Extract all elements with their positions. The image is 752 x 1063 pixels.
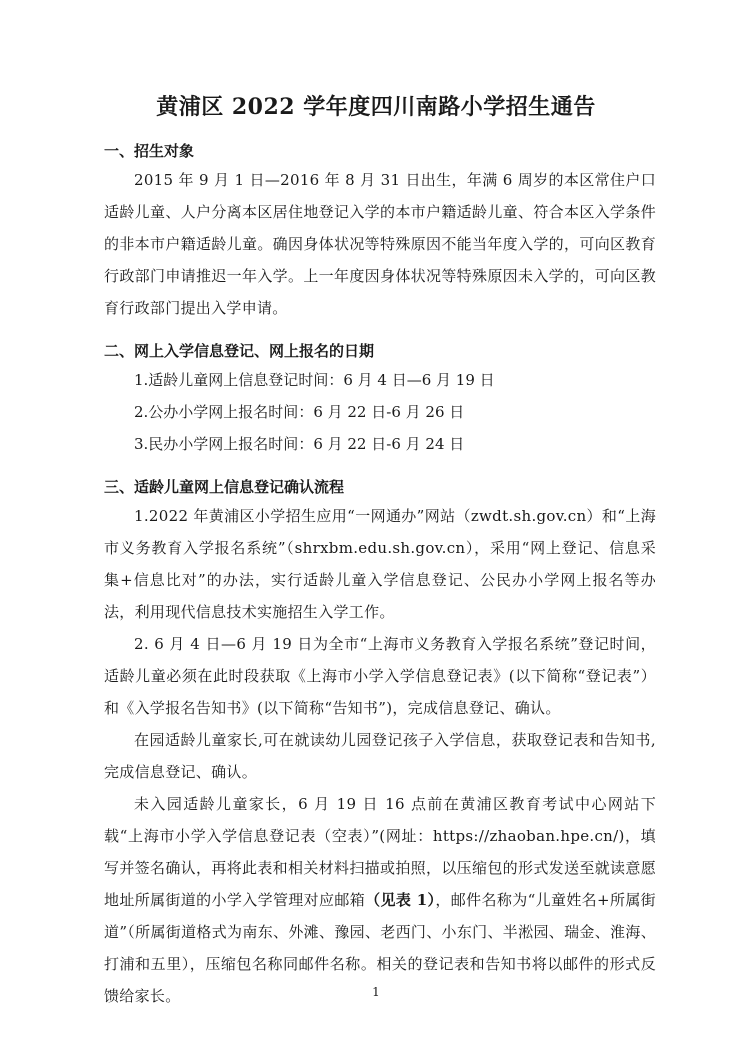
- date-item-1: 1.适龄儿童网上信息登记时间：6 月 4 日—6 月 19 日: [134, 371, 495, 389]
- date-item-2: 2.公办小学网上报名时间：6 月 22 日-6 月 26 日: [134, 403, 465, 421]
- section-heading-3: 三、适龄儿童网上信息登记确认流程: [104, 478, 345, 496]
- page-number: 1: [372, 985, 380, 999]
- paragraph-process-1: 1.2022 年黄浦区小学招生应用“一网通办”网站（zwdt.sh.gov.cn）和“上海市义务教育入学报名系统”（shrxbm.edu.sh.gov.cn），采用“网上登记、信息采集+信息比对”的办法，实行适龄儿童入学信息登记、公民办小学网上报名等办法，利用现代信息技术实施招生入学工作。: [104, 507, 656, 621]
- paragraph-eligibility: 2015 年 9 月 1 日—2016 年 8 月 31 日出生，年满 6 周岁的本区常住户口适龄儿童、人户分离本区居住地登记入学的本市户籍适龄儿童、符合本区入学条件的非本市户籍适龄儿童。确因身体状况等特殊原因不能当年度入学的，可向区教育行政部门申请推迟一年入学。上一年度因身体状况等特殊原因未入学的，可向区教育行政部门提出入学申请。: [104, 171, 656, 317]
- paragraph-process-2: 2. 6 月 4 日—6 月 19 日为全市“上海市义务教育入学报名系统”登记时间，适龄儿童必须在此时段获取《上海市小学入学信息登记表》(以下简称“登记表”）和《入学报名告知书》(以下简称“告知书”)，完成信息登记、确认。: [104, 635, 656, 717]
- paragraph-process-4-part-a: 未入园适龄儿童家长，6 月 19 日 16 点前在黄浦区教育考试中心网站下载“上海市小学入学信息登记表（空表）”(网址：https://zhaoban.hpe.cn/)，填写并签名确认，再将此表和相关材料扫描或拍照，以压缩包的形式发送至就读意愿地址所属街道的小学入学管理对应邮箱: [104, 795, 656, 909]
- section-heading-1: 一、招生对象: [104, 142, 195, 160]
- table-reference: （见表 1）: [365, 891, 436, 909]
- paragraph-process-4-part-b: ，邮件名称为“儿童姓名+所属街道”（所属街道格式为南东、外滩、豫园、老西门、小东门、半淞园、瑞金、淮海、打浦和五里），压缩包名称同邮件名称。相关的登记表和告知书将以邮件的形式反馈给家长。: [104, 891, 656, 1005]
- date-item-3: 3.民办小学网上报名时间：6 月 22 日-6 月 24 日: [134, 435, 465, 453]
- paragraph-process-4: [104, 788, 656, 1012]
- section-heading-2: 二、网上入学信息登记、网上报名的日期: [104, 342, 375, 360]
- paragraph-process-3: 在园适龄儿童家长,可在就读幼儿园登记孩子入学信息，获取登记表和告知书,完成信息登记、确认。: [104, 731, 656, 781]
- page-title: 黄浦区 2022 学年度四川南路小学招生通告: [156, 94, 596, 120]
- document-body: [104, 140, 656, 1012]
